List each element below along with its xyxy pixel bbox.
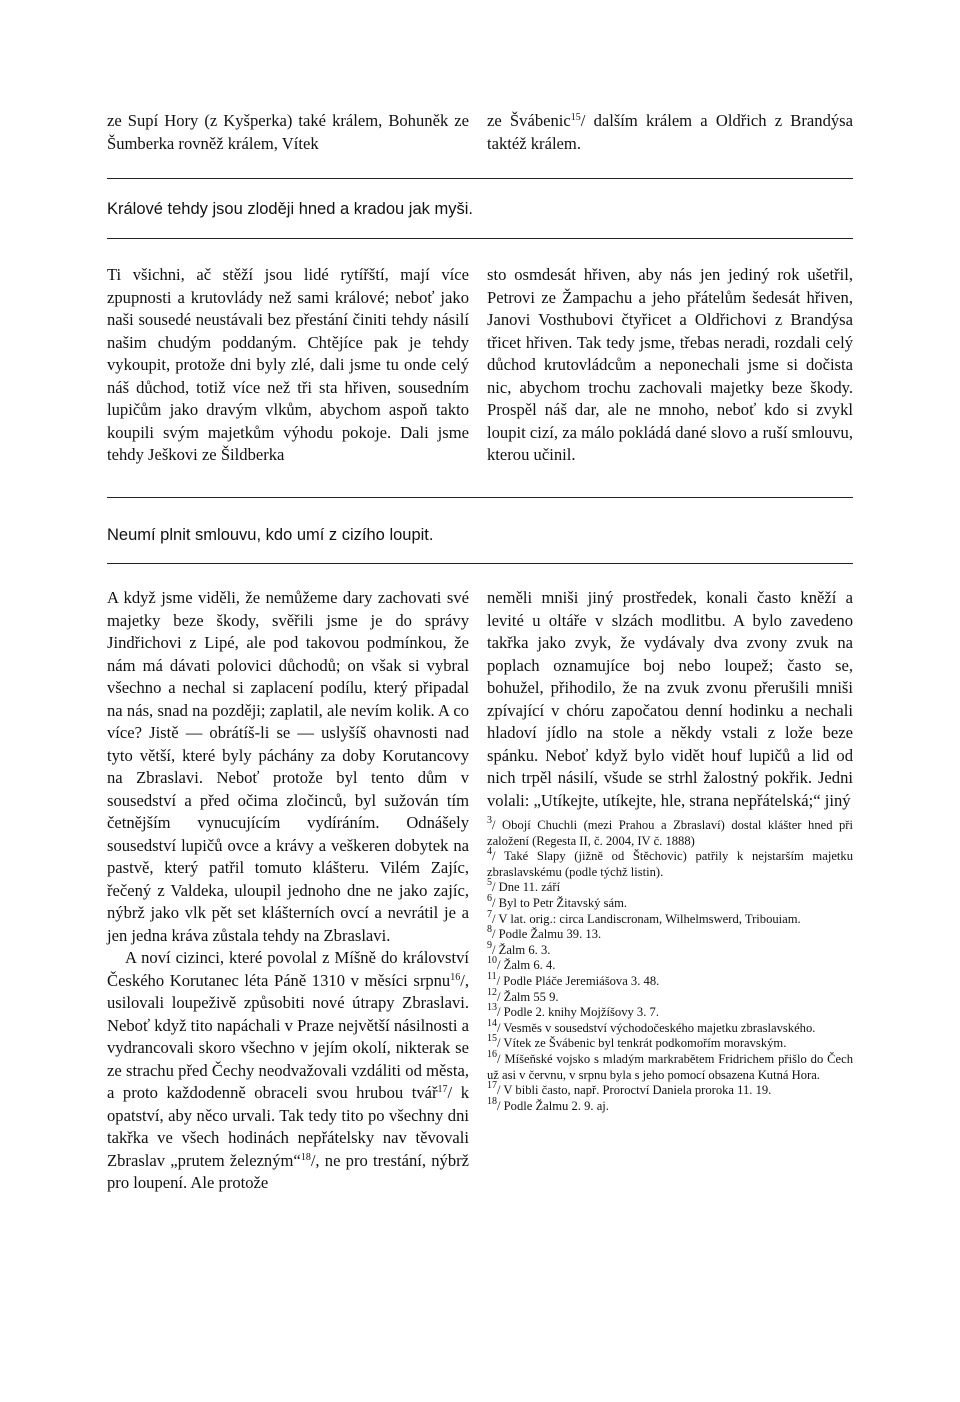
footnote-number: 9 — [487, 939, 492, 951]
middle-left-column — [107, 264, 469, 467]
footnote-text: / Podle Pláče Jeremiášova 3. 48. — [496, 973, 660, 988]
footnote-text: / Žalm 6. 4. — [497, 958, 556, 973]
footnote-number: 11 — [487, 970, 497, 982]
footnote — [487, 970, 853, 990]
footnote-ref-18: 18 — [300, 1151, 311, 1163]
footnote-text: / Podle Žalmu 39. 13. — [492, 927, 602, 942]
lower-right-column — [487, 587, 853, 1114]
top-left-column — [107, 110, 469, 155]
footnote — [487, 1017, 853, 1037]
footnote-number: 12 — [487, 986, 497, 998]
footnote-number: 7 — [487, 908, 492, 920]
footnote — [487, 986, 853, 1006]
footnote — [487, 924, 853, 943]
footnote-number: 5 — [487, 877, 492, 889]
middle-right-text: sto osmdesát hřiven, aby nás jen jediný rok ušetřil, Petrovi ze Žampachu a jeho přátelům šedesát hřiven, Janovi Vosthubovi čtyřicet a Oldřichovi z Brandýsa třicet hřiven. Tak tedy jsme, třebas neradi, rozdali celý důchod krutovládcům a neponechali jsme si dočista nic, abychom trochu zachovali majetky beze škody. Prospěl náš dar, ale ne mnoho, neboť kdo si zvykl loupit cizí, za málo pokládá dané slovo a ruší smlouvu, kterou učinil. — [487, 265, 853, 464]
top-right-text — [487, 110, 853, 155]
footnote-ref-16: 16 — [450, 971, 461, 983]
lower-left-paragraph-2-a: A noví cizinci, které povolal z Míšně do království Českého Korutanec léta Páně 1310 v měsíci srpnu — [107, 948, 469, 990]
footnote-text: / Také Slapy (jižně od Štěchovic) patřily k nejstarším majetku zbraslavskému (podle týchž listin). — [487, 849, 853, 879]
lower-left-paragraph-2-d: /, ne pro trestání, nýbrž pro loupení. Ale protože — [107, 1150, 470, 1192]
footnote-number: 15 — [487, 1033, 497, 1045]
footnote-text: / V lat. orig.: circa Landiscronam, Wilhelmswerd, Tribouiam. — [492, 911, 801, 926]
footnote-text: / Vítek ze Švábenic byl tenkrát podkomořím moravským. — [497, 1036, 787, 1051]
footnote-text: / Žalm 55 9. — [497, 989, 559, 1004]
footnote-text: / Dne 11. září — [492, 880, 561, 895]
footnote-ref-17: 17 — [437, 1084, 448, 1095]
footnote-number: 18 — [487, 1095, 497, 1107]
lower-right-text: neměli mniši jiný prostředek, konali často kněží a levité u oltáře v slzách modlitbu. A bylo zavedeno takřka jako zvyk, že vydávaly dva zvony zvuk na poplach oznamujíce boj nebo loupež; často se, bohužel, přihodilo, že na zvuk zvonu přerušili mniši zpívající v chóru započatou denní hodinku a nechali hladoví jídlo na stole a někdy vstali z lože beze spánku. Neboť když bylo vidět houf lupičů a lid od nich trpěl násilí, všude se strhl žalostný pokřik. Jedni volali: „Utíkejte, utíkejte, hle, strana nepřátelská;“ jiný — [487, 588, 853, 810]
footnote-number: 8 — [487, 924, 492, 936]
footnote-text: / Obojí Chuchli (mezi Prahou a Zbraslaví) dostal klášter hned při založení (Regesta II, č. 2004, IV č. 1888) — [487, 818, 853, 848]
footnote-number: 17 — [487, 1080, 497, 1092]
divider-rule-1 — [107, 178, 853, 179]
footnote — [487, 939, 853, 959]
footnote — [487, 1002, 853, 1021]
footnote — [487, 908, 853, 928]
footnote — [487, 1095, 853, 1115]
footnote — [487, 877, 853, 896]
middle-right-column — [487, 264, 853, 467]
footnote-number: 6 — [487, 892, 492, 904]
footnote-text: / Byl to Petr Žitavský sám. — [492, 895, 628, 910]
divider-rule-2 — [107, 238, 853, 239]
lower-left-paragraph-2-c: / k opatství, aby něco urvali. Tak tedy tito po všechny dni takřka ve všech hodinách nepřátelsky nav těvovali Zbraslav „prutem železným“ — [107, 1083, 469, 1170]
footnote — [487, 955, 853, 974]
footnote-text: / Podle 2. knihy Mojžíšovy 3. 7. — [497, 1005, 659, 1020]
footnote-text: / Podle Žalmu 2. 9. aj. — [497, 1098, 609, 1113]
footnote-text: / Míšeňské vojsko s mladým markrabětem Fridrichem přišlo do Čech už asi v červnu, v srpnu byla s jeho pomocí obsazena Kutná Hora. — [487, 1051, 853, 1082]
footnote-number: 10 — [487, 955, 497, 967]
top-right-text-a: ze Švábenic — [487, 111, 571, 130]
footnote — [487, 1080, 853, 1099]
footnote-number: 14 — [487, 1017, 497, 1029]
footnote-text: / Vesměs v sousedství východočeského majetku zbraslavského. — [497, 1020, 816, 1035]
divider-rule-4 — [107, 563, 853, 564]
footnote-text: / Žalm 6. 3. — [492, 942, 551, 957]
section-heading-1: Králové tehdy jsou zloději hned a kradou jak myši. — [107, 200, 473, 218]
footnote-number: 13 — [487, 1002, 497, 1014]
footnote — [487, 815, 853, 849]
section-heading-2: Neumí plnit smlouvu, kdo umí z cizího loupit. — [107, 526, 434, 544]
lower-left-paragraph-1: A když jsme viděli, že nemůžeme dary zachovati své majetky beze škody, svěřili jsme je do správy Jindřichovi z Lipé, ale pod takovou podmínkou, že nám má dávati polovici důchodů; on však si vybral všechno a nechal si zaplacení podílu, který připadal na nás, snad na později; zaplatil, ale nevím kolik. A co více? Jistě — obrátíš-li se — uslyšíš ohavnosti nad tyto větší, které byly páchány za doby Korutancovy na Zbraslavi. Neboť protože byl tento dům v sousedství a před očima zločinců, byl sužován tím četnějším vynucujícím vydíráním. Odnášely sousedství lupičů ovce a krávy a veškeren dobytek na pastvě, který patřil tomuto klášteru. Vilém Zajíc, řečený z Valdeka, uloupil jednoho dne ne jako zajíc, nýbrž jako vlk pět set klášterních ovcí a nevrátil je a jen jedna kráva zůstala tehdy na Zbraslavi. — [107, 588, 469, 945]
lower-left-column — [107, 587, 469, 1195]
footnote — [487, 1048, 853, 1083]
footnote — [487, 846, 853, 880]
footnote-text: / V bibli často, např. Proroctví Daniela proroka 11. 19. — [497, 1083, 772, 1098]
footnote-number: 4 — [487, 846, 492, 858]
footnote-ref-15: 15 — [570, 112, 581, 123]
top-left-text: ze Supí Hory (z Kyšperka) také králem, Bohuněk ze Šumberka rovněž králem, Vítek — [107, 111, 469, 153]
footnote — [487, 892, 853, 912]
lower-left-paragraph-2-b: /, usilovali loupeživě způsobiti nové útrapy Zbraslavi. Neboť když tito napáchali v Praze největší násilnosti a vydrancovali skoro všechno v jejím okolí, nikterak se ze strachu před Čechy neodvažovali vzdáliti od města, a proto každodenně obraceli svou hrubou tvář — [107, 970, 469, 1102]
footnote — [487, 1033, 853, 1052]
top-right-text-b: / dalším králem a Oldřich z Brandýsa taktéž králem. — [487, 111, 853, 153]
footnote-number: 16 — [487, 1048, 497, 1060]
footnote-number: 3 — [487, 815, 492, 826]
middle-left-text: Ti všichni, ač stěží jsou lidé rytířští, mají více zpupnosti a krutovlády než sami králové; neboť jako naši sousedé neustávali bez přestání činiti tehdy násilí našim chudým poddaným. Chtějíce pak je tehdy vykoupit, protože dni byly zlé, dali jsme tu onde celý náš důchod, totiž více než tři sta hřiven, sousedním lupičům jako dravým vlkům, abychom aspoň takto koupili svým majetkům výhodu pokoje. Dali jsme tehdy Ješkovi ze Šildberka — [107, 265, 469, 464]
footnotes — [487, 815, 853, 1114]
top-right-column — [487, 110, 853, 155]
lower-left-paragraph-2 — [107, 947, 469, 1195]
divider-rule-3 — [107, 497, 853, 498]
